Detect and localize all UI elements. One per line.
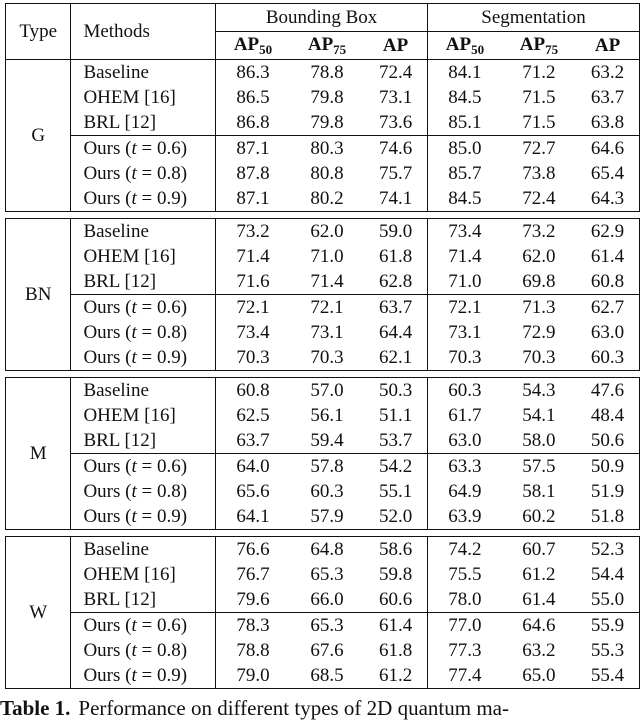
- threshold-variable: t: [131, 322, 137, 343]
- value-cell: 55.9: [576, 613, 639, 639]
- value-cell: 79.8: [310, 87, 344, 108]
- value-cell: 86.8: [236, 112, 270, 133]
- value-cell: 54.2: [364, 454, 427, 480]
- value-cell: 62.5: [236, 405, 270, 426]
- value-cell: 65.4: [576, 161, 639, 186]
- value-cell: 64.9: [448, 481, 482, 502]
- value-cell: 61.4: [522, 589, 556, 610]
- threshold-variable: t: [131, 481, 137, 502]
- value-cell: 61.8: [364, 244, 427, 269]
- value-cell: 61.8: [364, 638, 427, 663]
- method-prefix: Ours (: [83, 481, 132, 502]
- value-cell: 54.3: [502, 378, 576, 404]
- segmentation-header: Segmentation: [428, 4, 640, 32]
- value-cell: 86.3: [216, 60, 290, 86]
- value-cell: 60.6: [364, 587, 427, 613]
- value-cell: 78.0: [448, 589, 482, 610]
- value-cell: 72.1: [290, 295, 364, 321]
- value-cell: 51.9: [576, 479, 639, 504]
- value-cell: 60.7: [502, 537, 576, 563]
- method-prefix: Ours (: [83, 163, 132, 184]
- value-cell: 85.7: [448, 163, 482, 184]
- method-prefix: Ours (: [83, 138, 132, 159]
- threshold-variable: t: [131, 188, 137, 209]
- threshold-variable: t: [131, 665, 137, 686]
- results-table: [5, 3, 640, 689]
- value-cell: 87.1: [216, 136, 290, 162]
- method-cell: OHEM [16]: [71, 85, 216, 110]
- table-row: [6, 186, 640, 212]
- value-cell: 50.9: [576, 454, 639, 480]
- value-cell: 65.6: [236, 481, 270, 502]
- value-cell: 73.1: [364, 85, 427, 110]
- value-cell: 65.3: [310, 564, 344, 585]
- caption-text: Performance on different types of 2D quantum ma-: [78, 696, 509, 720]
- value-cell: 64.0: [216, 454, 290, 480]
- value-cell: 50.6: [576, 428, 639, 454]
- method-cell: BRL [12]: [71, 428, 216, 454]
- method-prefix: Ours (: [83, 297, 132, 318]
- value-cell: 51.1: [364, 403, 427, 428]
- method-cell: BRL [12]: [71, 269, 216, 295]
- method-cell: [71, 504, 216, 530]
- value-cell: 61.4: [576, 244, 639, 269]
- method-prefix: Ours (: [83, 456, 132, 477]
- table-row: [6, 244, 640, 269]
- value-cell: 70.3: [216, 345, 290, 371]
- table-row: [6, 110, 640, 136]
- value-cell: 87.1: [216, 186, 290, 212]
- value-cell: 62.1: [364, 345, 427, 371]
- metric-header: [290, 32, 364, 60]
- value-cell: 84.5: [448, 87, 482, 108]
- value-cell: 60.3: [576, 345, 639, 371]
- value-cell: 72.1: [216, 295, 290, 321]
- method-cell: [71, 638, 216, 663]
- value-cell: 62.7: [576, 295, 639, 321]
- value-cell: 57.0: [290, 378, 364, 404]
- value-cell: 87.8: [236, 163, 270, 184]
- value-cell: 85.1: [448, 112, 482, 133]
- value-cell: 75.5: [448, 564, 482, 585]
- group-gap: [6, 371, 640, 378]
- value-cell: 71.2: [502, 60, 576, 86]
- value-cell: 64.6: [502, 613, 576, 639]
- value-cell: 73.2: [502, 219, 576, 245]
- value-cell: 63.9: [428, 504, 502, 530]
- value-cell: 73.6: [364, 110, 427, 136]
- value-cell: 52.3: [576, 537, 639, 563]
- method-prefix: Ours (: [83, 347, 132, 368]
- value-cell: 69.8: [522, 271, 556, 292]
- method-cell: OHEM [16]: [71, 403, 216, 428]
- bounding-box-header: Bounding Box: [216, 4, 428, 32]
- value-cell: 79.6: [236, 589, 270, 610]
- value-cell: 63.2: [522, 640, 556, 661]
- value-cell: 59.8: [364, 562, 427, 587]
- method-cell: [71, 186, 216, 212]
- metric-label: AP: [382, 35, 409, 56]
- threshold-value: = 0.9): [136, 188, 188, 209]
- value-cell: 71.5: [522, 112, 556, 133]
- table-row: [6, 428, 640, 454]
- value-cell: 47.6: [576, 378, 639, 404]
- value-cell: 63.0: [448, 430, 482, 451]
- threshold-value: = 0.9): [136, 506, 188, 527]
- table-caption: [0, 696, 509, 721]
- value-cell: 58.1: [522, 481, 556, 502]
- value-cell: 72.4: [364, 60, 427, 86]
- value-cell: 64.4: [364, 320, 427, 345]
- methods-header: Methods: [71, 4, 216, 60]
- table-row: [6, 378, 640, 404]
- method-cell: Baseline: [71, 60, 216, 86]
- value-cell: 73.2: [216, 219, 290, 245]
- value-cell: 65.0: [502, 663, 576, 689]
- value-cell: 74.2: [428, 537, 502, 563]
- value-cell: 62.0: [290, 219, 364, 245]
- threshold-variable: t: [131, 640, 137, 661]
- value-cell: 55.3: [576, 638, 639, 663]
- table-row: [6, 537, 640, 563]
- value-cell: 58.6: [364, 537, 427, 563]
- group-gap: [6, 212, 640, 219]
- table-row: [6, 504, 640, 530]
- threshold-variable: t: [131, 347, 137, 368]
- table-row: [6, 136, 640, 162]
- value-cell: 60.3: [310, 481, 344, 502]
- value-cell: 61.2: [364, 663, 427, 689]
- value-cell: 71.4: [310, 271, 344, 292]
- method-cell: [71, 454, 216, 480]
- value-cell: 73.4: [428, 219, 502, 245]
- table-row: [6, 320, 640, 345]
- value-cell: 51.8: [576, 504, 639, 530]
- method-cell: [71, 136, 216, 162]
- value-cell: 61.7: [448, 405, 482, 426]
- value-cell: 55.0: [576, 587, 639, 613]
- value-cell: 63.7: [364, 295, 427, 321]
- metric-subscript: 75: [545, 42, 559, 57]
- value-cell: 60.2: [502, 504, 576, 530]
- table-row: [6, 479, 640, 504]
- value-cell: 63.8: [576, 110, 639, 136]
- metric-header: [216, 32, 290, 60]
- value-cell: 73.1: [310, 322, 344, 343]
- value-cell: 55.4: [576, 663, 639, 689]
- value-cell: 63.0: [576, 320, 639, 345]
- method-prefix: Ours (: [83, 665, 132, 686]
- metric-header: [576, 32, 639, 60]
- value-cell: 55.1: [364, 479, 427, 504]
- value-cell: 63.7: [576, 85, 639, 110]
- value-cell: 63.3: [428, 454, 502, 480]
- method-cell: [71, 161, 216, 186]
- metric-subscript: 50: [259, 42, 273, 57]
- value-cell: 63.2: [576, 60, 639, 86]
- method-prefix: Ours (: [83, 506, 132, 527]
- method-prefix: Ours (: [83, 640, 132, 661]
- method-cell: [71, 613, 216, 639]
- value-cell: 76.7: [236, 564, 270, 585]
- value-cell: 63.7: [236, 430, 270, 451]
- caption-label: Table 1.: [0, 696, 71, 720]
- method-cell: [71, 345, 216, 371]
- type-cell: W: [6, 537, 71, 689]
- metric-subscript: 75: [333, 42, 347, 57]
- value-cell: 58.0: [522, 430, 556, 451]
- value-cell: 74.1: [364, 186, 427, 212]
- method-cell: [71, 479, 216, 504]
- method-cell: [71, 320, 216, 345]
- value-cell: 54.4: [576, 562, 639, 587]
- value-cell: 66.0: [310, 589, 344, 610]
- value-cell: 71.0: [448, 271, 482, 292]
- value-cell: 57.8: [290, 454, 364, 480]
- value-cell: 70.3: [428, 345, 502, 371]
- value-cell: 78.3: [216, 613, 290, 639]
- value-cell: 74.6: [364, 136, 427, 162]
- value-cell: 80.3: [290, 136, 364, 162]
- table-row: [6, 454, 640, 480]
- value-cell: 73.1: [448, 322, 482, 343]
- value-cell: 77.3: [448, 640, 482, 661]
- value-cell: 60.8: [576, 269, 639, 295]
- value-cell: 54.1: [522, 405, 556, 426]
- value-cell: 62.9: [576, 219, 639, 245]
- table-row: [6, 587, 640, 613]
- metric-label: AP: [307, 34, 334, 55]
- value-cell: 85.0: [428, 136, 502, 162]
- threshold-variable: t: [131, 163, 137, 184]
- value-cell: 60.8: [216, 378, 290, 404]
- type-cell: G: [6, 60, 71, 212]
- metric-label: AP: [445, 34, 472, 55]
- value-cell: 71.4: [236, 246, 270, 267]
- value-cell: 73.8: [522, 163, 556, 184]
- threshold-variable: t: [131, 615, 137, 636]
- value-cell: 80.8: [310, 163, 344, 184]
- table-row: [6, 219, 640, 245]
- metric-label: AP: [233, 34, 260, 55]
- value-cell: 64.3: [576, 186, 639, 212]
- value-cell: 71.3: [502, 295, 576, 321]
- method-prefix: Ours (: [83, 615, 132, 636]
- value-cell: 71.5: [522, 87, 556, 108]
- type-cell: BN: [6, 219, 71, 371]
- threshold-value: = 0.8): [136, 322, 188, 343]
- table-row: [6, 403, 640, 428]
- threshold-value: = 0.8): [136, 481, 188, 502]
- group-gap: [6, 530, 640, 537]
- value-cell: 73.4: [236, 322, 270, 343]
- value-cell: 64.1: [216, 504, 290, 530]
- threshold-value: = 0.8): [136, 640, 188, 661]
- method-prefix: Ours (: [83, 322, 132, 343]
- method-cell: [71, 663, 216, 689]
- value-cell: 61.2: [522, 564, 556, 585]
- value-cell: 80.2: [290, 186, 364, 212]
- value-cell: 64.8: [290, 537, 364, 563]
- table-row: [6, 345, 640, 371]
- threshold-value: = 0.9): [136, 347, 188, 368]
- metric-header: [364, 32, 427, 60]
- table-row: [6, 269, 640, 295]
- value-cell: 60.3: [428, 378, 502, 404]
- table-row: [6, 85, 640, 110]
- table-row: [6, 295, 640, 321]
- threshold-value: = 0.6): [136, 615, 188, 636]
- value-cell: 59.4: [310, 430, 344, 451]
- value-cell: 75.7: [364, 161, 427, 186]
- table-row: [6, 562, 640, 587]
- value-cell: 57.5: [502, 454, 576, 480]
- metric-label: AP: [594, 35, 621, 56]
- value-cell: 71.6: [236, 271, 270, 292]
- type-header: Type: [6, 4, 71, 60]
- threshold-value: = 0.6): [136, 297, 188, 318]
- value-cell: 68.5: [290, 663, 364, 689]
- value-cell: 59.0: [364, 219, 427, 245]
- value-cell: 79.8: [310, 112, 344, 133]
- threshold-value: = 0.8): [136, 163, 188, 184]
- value-cell: 84.1: [428, 60, 502, 86]
- table-row: [6, 663, 640, 689]
- value-cell: 70.3: [290, 345, 364, 371]
- value-cell: 56.1: [310, 405, 344, 426]
- metric-header: [428, 32, 502, 60]
- value-cell: 72.9: [522, 322, 556, 343]
- metric-header: [502, 32, 576, 60]
- value-cell: 67.6: [310, 640, 344, 661]
- value-cell: 76.6: [216, 537, 290, 563]
- value-cell: 72.7: [502, 136, 576, 162]
- table-row: [6, 60, 640, 86]
- value-cell: 53.7: [364, 428, 427, 454]
- threshold-value: = 0.6): [136, 456, 188, 477]
- value-cell: 72.1: [428, 295, 502, 321]
- table-row: [6, 638, 640, 663]
- threshold-variable: t: [131, 297, 137, 318]
- value-cell: 70.3: [502, 345, 576, 371]
- value-cell: 52.0: [364, 504, 427, 530]
- method-cell: Baseline: [71, 378, 216, 404]
- value-cell: 48.4: [576, 403, 639, 428]
- metric-label: AP: [519, 34, 546, 55]
- value-cell: 64.6: [576, 136, 639, 162]
- method-prefix: Ours (: [83, 188, 132, 209]
- threshold-value: = 0.9): [136, 665, 188, 686]
- value-cell: 50.3: [364, 378, 427, 404]
- threshold-value: = 0.6): [136, 138, 188, 159]
- value-cell: 65.3: [290, 613, 364, 639]
- value-cell: 71.0: [310, 246, 344, 267]
- metric-subscript: 50: [471, 42, 485, 57]
- value-cell: 62.0: [522, 246, 556, 267]
- value-cell: 86.5: [236, 87, 270, 108]
- value-cell: 77.0: [428, 613, 502, 639]
- value-cell: 57.9: [290, 504, 364, 530]
- value-cell: 61.4: [364, 613, 427, 639]
- method-cell: OHEM [16]: [71, 562, 216, 587]
- value-cell: 84.5: [428, 186, 502, 212]
- method-cell: Baseline: [71, 219, 216, 245]
- value-cell: 78.8: [290, 60, 364, 86]
- value-cell: 62.8: [364, 269, 427, 295]
- method-cell: BRL [12]: [71, 587, 216, 613]
- method-cell: BRL [12]: [71, 110, 216, 136]
- threshold-variable: t: [131, 138, 137, 159]
- method-cell: Baseline: [71, 537, 216, 563]
- type-cell: M: [6, 378, 71, 530]
- value-cell: 77.4: [428, 663, 502, 689]
- value-cell: 72.4: [502, 186, 576, 212]
- value-cell: 78.8: [236, 640, 270, 661]
- table-row: [6, 161, 640, 186]
- method-cell: [71, 295, 216, 321]
- method-cell: OHEM [16]: [71, 244, 216, 269]
- value-cell: 79.0: [216, 663, 290, 689]
- table-row: [6, 613, 640, 639]
- threshold-variable: t: [131, 456, 137, 477]
- value-cell: 71.4: [448, 246, 482, 267]
- threshold-variable: t: [131, 506, 137, 527]
